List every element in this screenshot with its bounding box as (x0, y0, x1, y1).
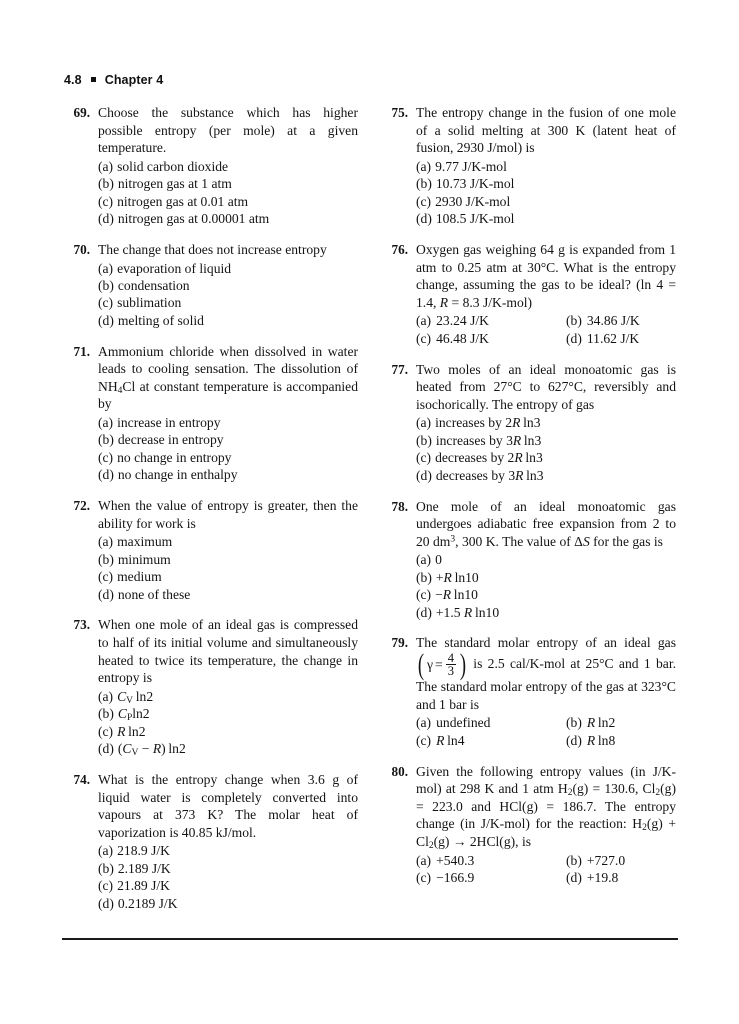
left-column (64, 104, 358, 925)
option-list (98, 533, 358, 603)
option-item[interactable] (98, 431, 358, 448)
option-item[interactable] (98, 449, 358, 466)
question-stem: When the value of entropy is greater, then the ability for work is (98, 498, 358, 531)
option-label: (a) (416, 158, 432, 174)
left-paren: ( (417, 648, 425, 682)
option-item[interactable] (566, 330, 676, 347)
option-label: (b) (566, 715, 582, 731)
option-item[interactable] (416, 551, 676, 568)
gamma-fraction-group (416, 648, 468, 682)
gamma-symbol: γ (427, 657, 434, 673)
option-item[interactable] (98, 158, 358, 175)
option-list (416, 158, 676, 228)
option-label: (b) (98, 176, 114, 192)
question-block (64, 241, 358, 329)
question-block (382, 763, 676, 887)
option-item[interactable] (98, 688, 358, 705)
option-item[interactable] (416, 210, 676, 227)
option-text: 10.73 J/K-mol (435, 176, 515, 192)
option-label: (a) (416, 552, 432, 568)
option-item[interactable] (416, 852, 566, 869)
option-label: (a) (98, 260, 114, 276)
option-item[interactable] (416, 193, 676, 210)
option-item[interactable] (416, 330, 566, 347)
option-text: +540.3 (436, 852, 475, 868)
question-stem: Ammonium chloride when dissolved in water leads to cooling sensation. The dissolution of $NH_4Cl$ at constant temperature is accompanied by (98, 343, 358, 412)
option-label: (d) (98, 895, 114, 911)
option-item[interactable] (416, 869, 566, 886)
question-stem: One mole of an ideal monoatomic gas undergoes adiabatic free expansion from 2 to 20 $dm^3$, 300 K. The value of ΔS for the gas is (416, 498, 676, 549)
option-label: (c) (98, 878, 114, 894)
question-block (382, 498, 676, 621)
option-text: 21.89 J/K (117, 878, 170, 894)
option-label: (a) (98, 158, 114, 174)
option-item[interactable] (416, 312, 566, 329)
option-item[interactable] (98, 895, 358, 912)
option-item[interactable] (416, 569, 676, 586)
question-number: 70. (73, 241, 90, 257)
fraction-denominator: 3 (447, 664, 454, 679)
option-label: (c) (416, 587, 432, 603)
option-text: 34.86 J/K (586, 313, 640, 329)
option-text: 9.77 J/K-mol (435, 158, 507, 174)
option-item[interactable] (98, 842, 358, 859)
option-label: (d) (98, 467, 114, 483)
question-number: 76. (391, 241, 408, 257)
option-label: (d) (416, 211, 432, 226)
question-stem: The change that does not increase entropy (98, 241, 327, 257)
option-label: (d) (98, 211, 114, 226)
option-text: R ln8 (586, 732, 616, 748)
option-text: nitrogen gas at 0.01 atm (117, 193, 249, 209)
option-text: 0.2189 J/K (117, 895, 178, 911)
square-bullet-icon (91, 77, 96, 82)
question-stem: When one mole of an ideal gas is compressed to half of its initial volume and simultaneously heated to twice its temperature, the change in entropy is (98, 617, 358, 686)
option-item[interactable] (566, 852, 676, 869)
option-item[interactable] (98, 193, 358, 210)
question-stem: What is the entropy change when 3.6 g of liquid water is completely converted into vapours at 373 K? The molar heat of vaporization is 40.85 kJ/mol. (98, 771, 358, 840)
option-text: 23.24 J/K (436, 313, 489, 329)
option-list (416, 414, 676, 484)
option-item[interactable] (416, 467, 676, 484)
option-text: +727.0 (586, 852, 626, 868)
option-text: no change in entropy (117, 449, 232, 465)
question-number: 77. (391, 361, 408, 377)
option-label: (a) (98, 688, 114, 704)
option-text: undefined (436, 715, 491, 731)
option-text: 108.5 J/K-mol (435, 211, 515, 226)
question-block (382, 104, 676, 227)
question-block (64, 497, 358, 603)
option-label: (d) (98, 312, 114, 328)
question-number: 80. (391, 763, 408, 779)
option-text: increase in entropy (117, 415, 221, 430)
option-list (98, 414, 358, 484)
option-label: (b) (98, 432, 114, 448)
option-item[interactable] (98, 294, 358, 311)
option-text: none of these (117, 586, 191, 602)
option-label: (a) (416, 313, 432, 329)
option-text: melting of solid (117, 312, 204, 328)
question-stem: The entropy change in the fusion of one mole of a solid melting at 300 K (latent heat of fusion, 2930 J/mol) is (416, 105, 676, 156)
option-label: (c) (98, 449, 114, 465)
option-text: increases by 3R ln3 (435, 432, 542, 448)
option-label: (b) (98, 706, 114, 722)
option-text: sublimation (117, 295, 182, 311)
option-item[interactable] (566, 732, 676, 749)
option-text: 2930 J/K-mol (435, 193, 511, 209)
option-text: solid carbon dioxide (117, 158, 229, 174)
question-block (382, 361, 676, 484)
option-label: (d) (98, 741, 114, 757)
option-item[interactable] (98, 414, 358, 431)
question-number: 69. (73, 105, 90, 120)
option-item[interactable] (566, 869, 676, 886)
option-text: +19.8 (586, 870, 619, 886)
option-text: 0 (435, 552, 442, 568)
option-text: nitrogen gas at 0.00001 atm (117, 211, 270, 226)
option-text: R ln4 (436, 732, 465, 748)
option-item[interactable] (98, 312, 358, 329)
option-item[interactable] (98, 533, 358, 550)
option-label: (b) (416, 176, 432, 192)
option-item[interactable] (416, 732, 566, 749)
option-label: (c) (416, 450, 432, 466)
question-stem: The standard molar entropy of an ideal gas ( γ = $\frac{4}{3}$ ) is 2.5 cal/K-mol at 25°C and 1 bar. The standard molar entropy of the gas at 323°C and 1 bar is (416, 635, 676, 712)
option-label: (b) (98, 551, 114, 567)
equals-sign: = (435, 657, 443, 673)
option-label: (a) (416, 852, 432, 868)
option-item[interactable] (566, 714, 676, 731)
option-item[interactable] (416, 432, 676, 449)
option-label: (c) (98, 295, 114, 311)
option-text: +R ln10 (435, 569, 479, 585)
option-label: (d) (566, 732, 582, 748)
option-text: condensation (117, 277, 190, 293)
option-text: increases by 2R ln3 (435, 415, 541, 431)
option-list (416, 714, 676, 749)
option-label: (c) (416, 732, 432, 748)
fraction (446, 652, 456, 678)
option-label: (a) (416, 415, 432, 431)
option-label: (b) (98, 860, 114, 876)
option-label: (b) (416, 432, 432, 448)
option-item[interactable] (98, 860, 358, 877)
option-item[interactable] (98, 551, 358, 568)
question-block (382, 634, 676, 749)
option-item[interactable] (416, 158, 676, 175)
option-label: (b) (416, 569, 432, 585)
question-block (64, 771, 358, 912)
question-block (382, 241, 676, 347)
running-head (64, 73, 163, 87)
question-block (64, 104, 358, 227)
page-number: 4.8 (64, 73, 82, 87)
option-text: no change in enthalpy (117, 467, 238, 483)
question-number: 79. (391, 635, 408, 651)
question-number: 71. (73, 343, 90, 359)
option-item[interactable] (416, 714, 566, 731)
option-text: R ln2 (117, 723, 146, 739)
option-label: (d) (416, 604, 432, 620)
option-item[interactable] (416, 414, 676, 431)
option-label: (d) (566, 330, 582, 346)
option-label: (a) (98, 534, 114, 550)
right-paren: ) (459, 648, 467, 682)
option-label: (c) (416, 870, 432, 886)
two-column-body (64, 104, 676, 925)
option-list (416, 312, 676, 347)
question-number: 73. (73, 617, 90, 633)
option-item[interactable] (416, 175, 676, 192)
question-number: 78. (391, 498, 408, 514)
question-number: 74. (73, 771, 90, 787)
option-text: 218.9 J/K (117, 843, 170, 859)
option-text: R ln2 (586, 715, 616, 731)
option-text: 46.48 J/K (436, 330, 489, 346)
option-item[interactable] (416, 586, 676, 603)
option-list (416, 551, 676, 621)
option-text: decreases by 3R ln3 (435, 467, 544, 483)
option-label: (c) (416, 193, 432, 209)
option-text: −R ln10 (435, 587, 478, 603)
option-text: +1.5 R ln10 (435, 604, 500, 620)
option-item[interactable] (98, 210, 358, 227)
option-text: decreases by 2R ln3 (435, 450, 543, 466)
option-label: (d) (416, 467, 432, 483)
option-text: evaporation of liquid (117, 260, 232, 276)
option-list (98, 158, 358, 228)
chapter-label: Chapter 4 (104, 73, 164, 87)
option-list (98, 842, 358, 912)
option-text: $C_V$ ln2 (117, 688, 154, 706)
option-label: (c) (98, 569, 114, 585)
option-label: (d) (98, 586, 114, 602)
option-item[interactable] (98, 705, 358, 722)
right-column (382, 104, 676, 925)
option-list (416, 852, 676, 887)
option-label: (c) (416, 330, 432, 346)
option-text: nitrogen gas at 1 atm (117, 176, 232, 192)
option-label: (b) (566, 852, 582, 868)
option-label: (a) (98, 843, 114, 859)
option-item[interactable] (98, 740, 358, 757)
option-label: (b) (566, 313, 582, 329)
fraction-numerator: 4 (447, 650, 454, 665)
option-list (98, 688, 358, 758)
option-text: decrease in entropy (117, 432, 224, 448)
question-stem: Choose the substance which has higher possible entropy (per mole) at a given temperature. (98, 105, 358, 156)
option-item[interactable] (416, 604, 676, 621)
option-text: −166.9 (436, 870, 475, 886)
option-label: (b) (98, 277, 114, 293)
option-item[interactable] (98, 877, 358, 894)
option-item[interactable] (98, 568, 358, 585)
question-stem: Two moles of an ideal monoatomic gas is heated from 27°C to 627°C, reversibly and isochorically. The entropy of gas (416, 361, 676, 412)
option-label: (a) (98, 415, 114, 430)
question-number: 72. (73, 498, 90, 514)
option-label: (c) (98, 193, 114, 209)
option-label: (d) (566, 870, 582, 886)
question-block (64, 616, 358, 757)
option-item[interactable] (98, 586, 358, 603)
option-text: 11.62 J/K (586, 330, 640, 346)
question-number: 75. (391, 105, 408, 120)
footer-rule (62, 938, 678, 940)
option-label: (c) (98, 723, 114, 739)
option-list (98, 260, 358, 330)
question-block (64, 343, 358, 484)
option-item[interactable] (98, 175, 358, 192)
option-text: $(C_V - R)$ ln2 (117, 741, 186, 759)
option-text: minimum (117, 551, 171, 567)
option-item[interactable] (566, 312, 676, 329)
question-stem: Given the following entropy values (in J/K-mol) at 298 K and 1 atm $H_2(g) = 130.6$, $Cl_2(g) = 223.0$ and HCl(g) = 186.7. The entropy change (in J/K-mol) for the reaction: $H_2(g) + Cl_2(g) \to 2HCl(g)$, is (416, 763, 677, 852)
option-text: medium (117, 569, 162, 585)
option-text: 2.189 J/K (117, 860, 171, 876)
question-stem: Oxygen gas weighing 64 g is expanded from 1 atm to 0.25 atm at 30°C. What is the entropy change, assuming the gas to be ideal? (ln 4 = 1.4, R = 8.3 J/K-mol) (416, 241, 676, 310)
option-item[interactable] (416, 449, 676, 466)
option-item[interactable] (98, 277, 358, 294)
option-item[interactable] (98, 723, 358, 740)
option-text: maximum (117, 534, 173, 550)
option-label: (a) (416, 715, 432, 731)
option-text: $C_P\ln 2$ (117, 706, 150, 724)
option-item[interactable] (98, 466, 358, 483)
option-item[interactable] (98, 260, 358, 277)
